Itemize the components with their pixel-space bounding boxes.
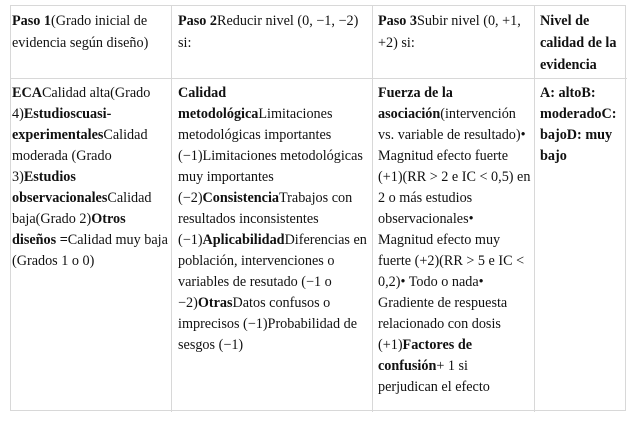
upgrade-criterion-term: Fuerza de la asociación — [378, 85, 453, 122]
header-paso-3-text: Subir nivel (0, +1, +2) si: — [378, 13, 521, 51]
grade-design-desc: Calidad muy baja (Grados 1 o 0) — [12, 232, 168, 269]
header-paso-2-bold: Paso 2 — [178, 13, 218, 29]
header-paso-1 — [11, 6, 172, 79]
header-paso-3 — [373, 6, 535, 79]
downgrade-criterion-desc: Diferencias en población, intervenciones o variables de resutado (−1 o −2) — [178, 232, 367, 311]
upgrade-criterion-term: Factores de confusión — [378, 337, 473, 374]
downgrade-criterion-term: Consistencia — [202, 190, 280, 206]
grade-design-term: Estudioscuasi-experimentales — [12, 106, 112, 143]
body-cell-paso-2 — [172, 79, 373, 412]
quality-levels-list: A: altoB: moderadoC: bajoD: muy bajo — [540, 85, 617, 164]
grade-design-term: Estudios observacionales — [12, 169, 108, 206]
downgrade-criterion-desc: Limitaciones metodológicas importantes (−1)Limitaciones metodológicas muy importantes (−2) — [178, 106, 363, 206]
grade-design-desc: Calidad baja(Grado 2) — [12, 190, 152, 227]
body-cell-paso-3 — [373, 79, 535, 412]
downgrade-criterion-desc: Datos confusos o imprecisos (−1)Probabilidad de sesgos (−1) — [178, 295, 357, 353]
header-paso-2 — [172, 6, 373, 79]
header-paso-3-bold: Paso 3 — [378, 13, 418, 29]
downgrade-criterion-term: Calidad metodológica — [178, 85, 259, 122]
downgrade-criterion-term: Aplicabilidad — [202, 232, 285, 248]
header-paso-2-text: Reducir nivel (0, −1, −2) si: — [178, 13, 359, 51]
downgrade-criterion-desc: Trabajos con resultados inconsistentes (−1) — [178, 190, 353, 248]
header-paso-1-bold: Paso 1 — [12, 13, 52, 29]
upgrade-criterion-desc: + 1 si perjudican el efecto — [378, 358, 490, 395]
evidence-grading-table — [10, 5, 626, 411]
body-cell-nivel-calidad — [535, 79, 627, 412]
body-cell-paso-1 — [11, 79, 172, 412]
upgrade-criterion-desc: (intervención vs. variable de resultado)• Magnitud efecto fuerte (+1)(RR > 2 e IC < 0,5) en 2 o más estudios observacionales• Magnitud efecto muy fuerte (+2)(RR > 5 e IC < 0,2)• Todo o nada• Gradiente de respuesta relacionado con dosis (+1) — [378, 106, 531, 353]
grade-design-term: ECA — [12, 85, 42, 101]
downgrade-criterion-term: Otras — [197, 295, 233, 311]
header-paso-1-text: (Grado inicial de evidencia según diseño) — [12, 13, 149, 51]
header-nivel-calidad-bold: Nivel de calidad de la evidencia — [540, 13, 617, 73]
grade-design-term: Otros diseños = — [12, 211, 126, 248]
grade-design-desc: Calidad alta(Grado 4) — [12, 85, 151, 122]
header-nivel-calidad — [535, 6, 627, 79]
grade-design-desc: Calidad moderada (Grado 3) — [12, 127, 148, 185]
